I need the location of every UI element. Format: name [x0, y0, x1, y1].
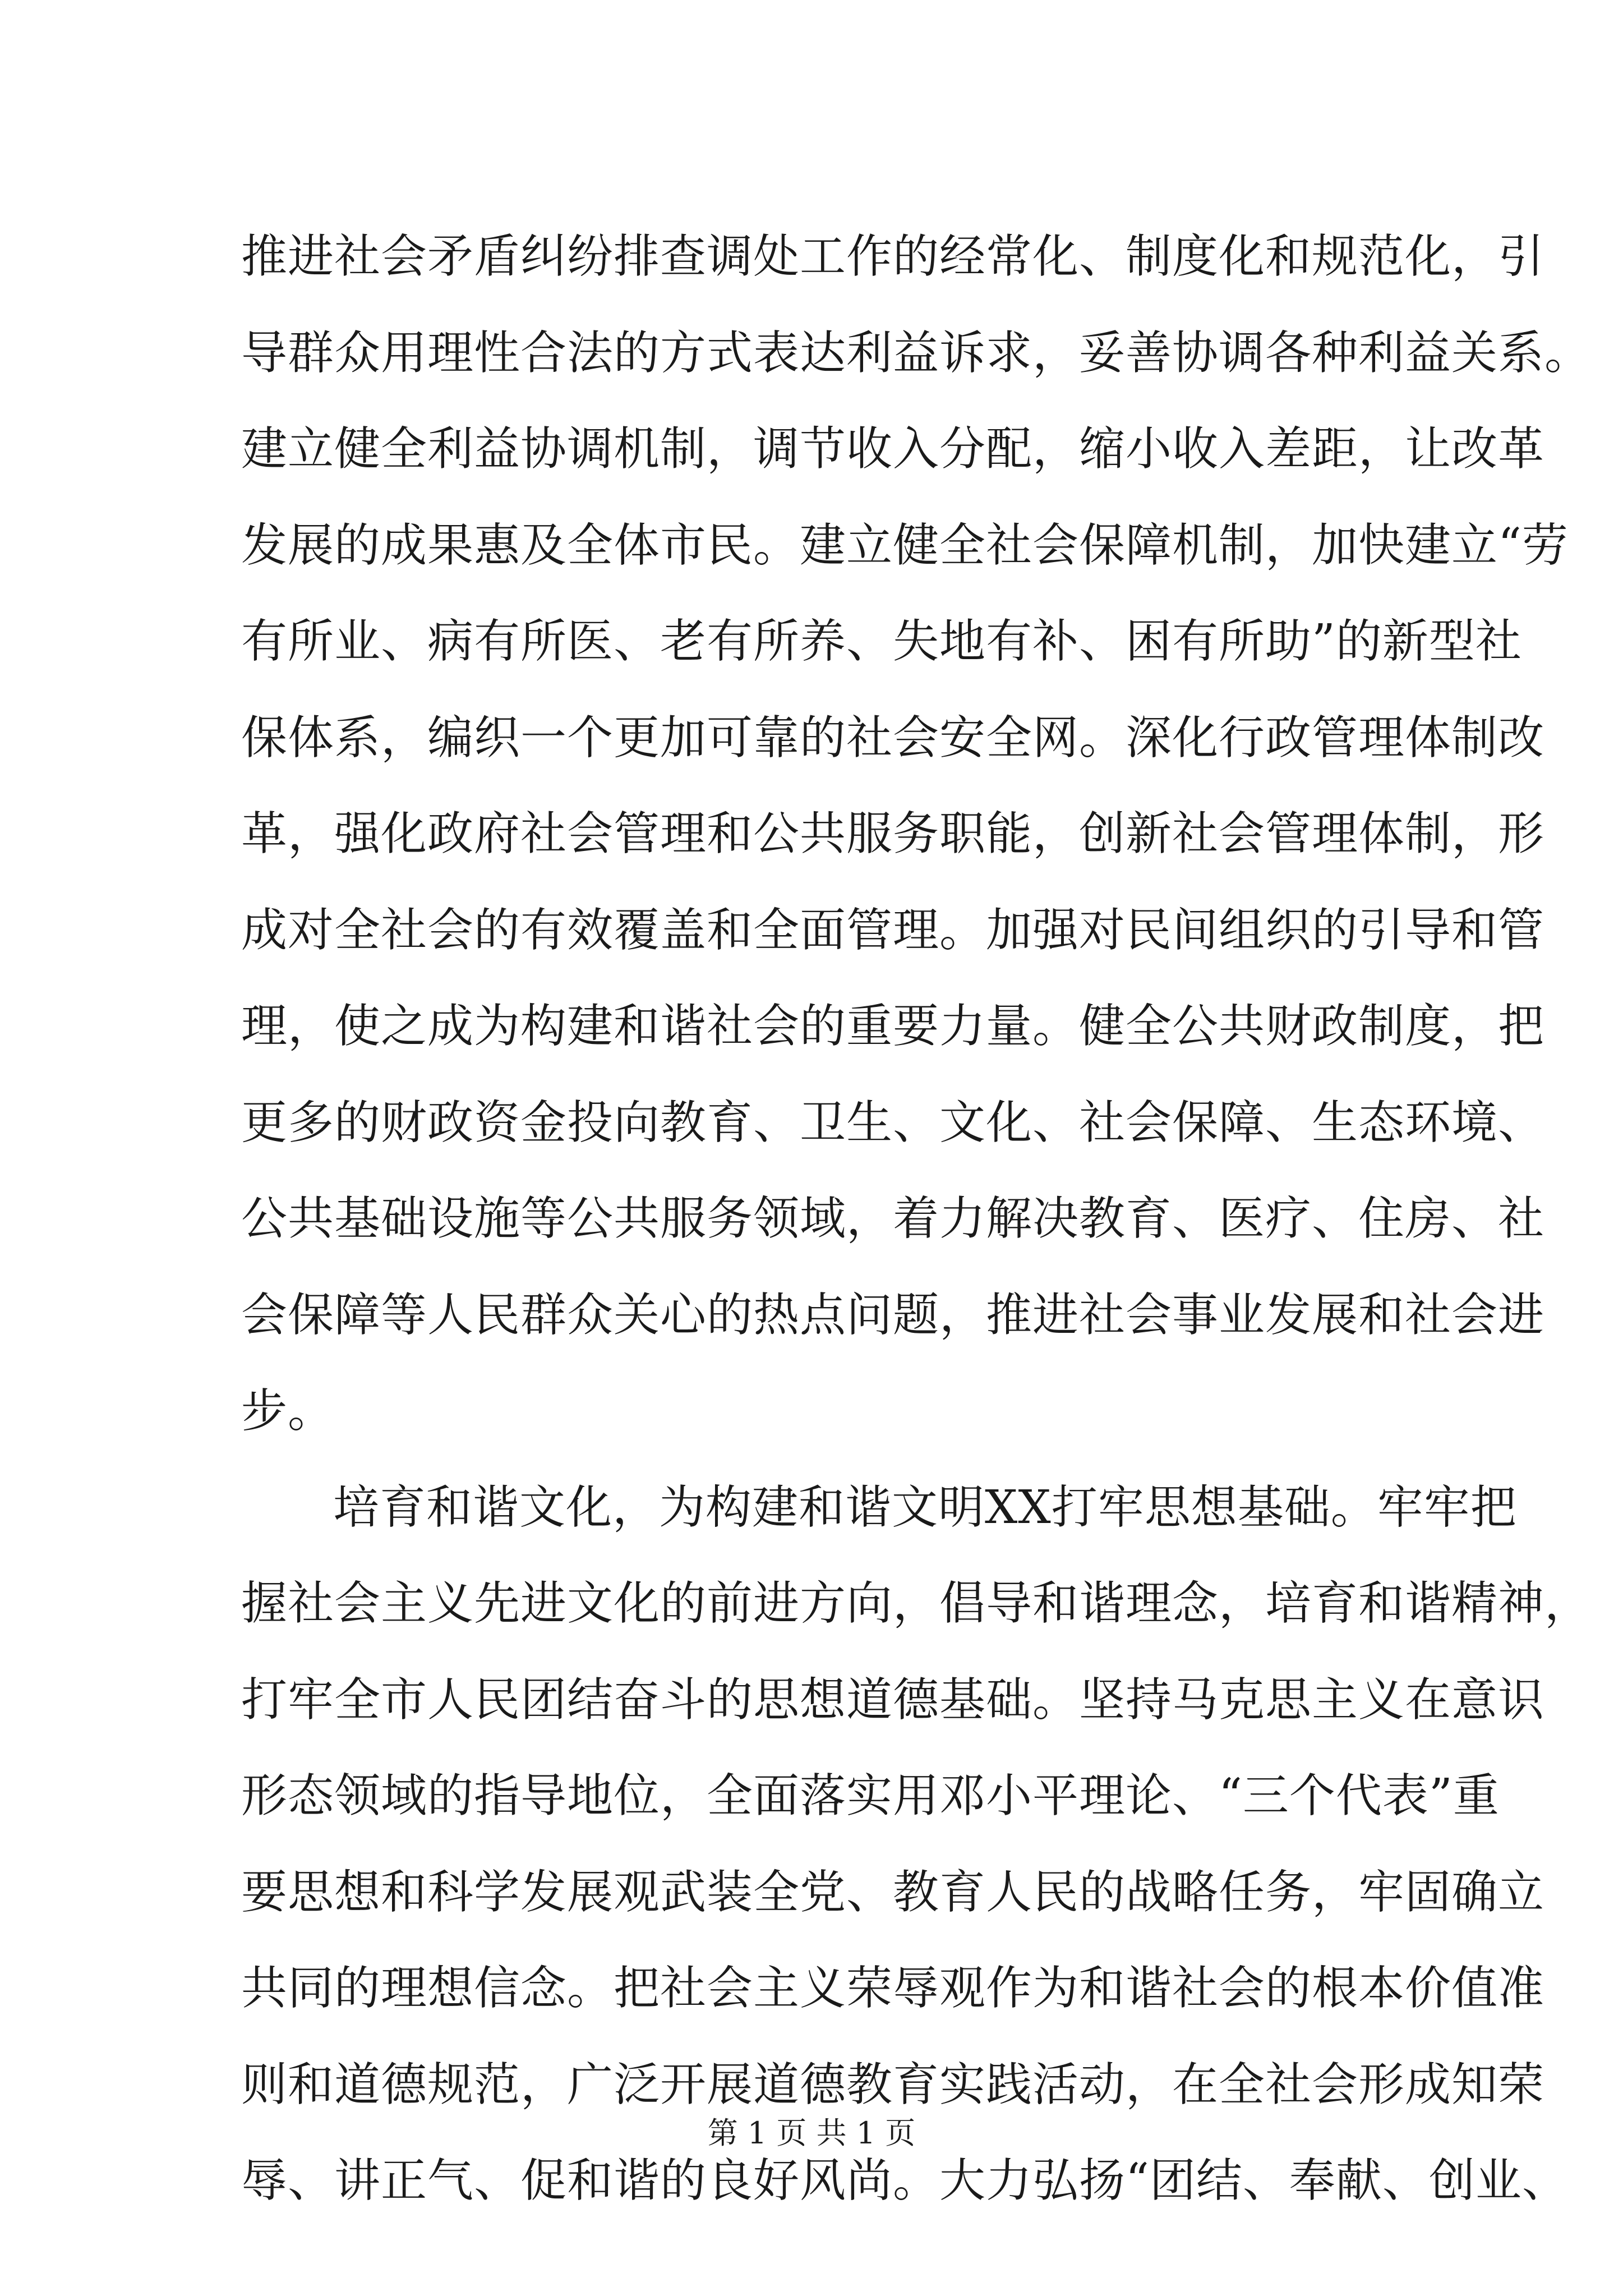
text-line: 理，使之成为构建和谐社会的重要力量。健全公共财政制度，把	[241, 1000, 1545, 1053]
text-line: 共同的理想信念。把社会主义荣辱观作为和谐社会的根本价值准	[241, 1962, 1545, 2015]
document-body	[241, 209, 1592, 2229]
text-line: 导群众用理性合法的方式表达利益诉求，妥善协调各种利益关系。	[241, 326, 1592, 380]
text-line: 推进社会矛盾纠纷排查调处工作的经常化、制度化和规范化，引	[241, 230, 1545, 283]
text-line: 则和道德规范，广泛开展道德教育实践活动，在全社会形成知荣	[241, 2058, 1545, 2111]
text-line: 革，强化政府社会管理和公共服务职能，创新社会管理体制，形	[241, 807, 1545, 861]
text-line: 有所业、病有所医、老有所养、失地有补、困有所助”的新型社	[241, 615, 1522, 668]
paragraph-start-line: 培育和谐文化，为构建和谐文明XX打牢思想基础。牢牢把	[333, 1480, 1517, 1534]
text-line: 握社会主义先进文化的前进方向，倡导和谐理念，培育和谐精神，	[241, 1577, 1592, 1630]
text-line: 要思想和科学发展观武装全党、教育人民的战略任务，牢固确立	[241, 1865, 1545, 1919]
text-line: 发展的成果惠及全体市民。建立健全社会保障机制，加快建立“劳	[241, 518, 1569, 572]
page-footer: 第 1 页 共 1 页	[707, 2115, 916, 2151]
text-line: 会保障等人民群众关心的热点问题，推进社会事业发展和社会进	[241, 1288, 1545, 1342]
text-line: 保体系，编织一个更加可靠的社会安全网。深化行政管理体制改	[241, 711, 1545, 765]
text-line: 形态领域的指导地位，全面落实用邓小平理论、“三个代表”重	[241, 1769, 1500, 1823]
text-line: 更多的财政资金投向教育、卫生、文化、社会保障、生态环境、	[241, 1096, 1545, 1149]
text-line: 公共基础设施等公共服务领域，着力解决教育、医疗、住房、社	[241, 1192, 1545, 1245]
text-line: 建立健全利益协调机制，调节收入分配，缩小收入差距，让改革	[241, 422, 1545, 476]
text-line: 打牢全市人民团结奋斗的思想道德基础。坚持马克思主义在意识	[241, 1673, 1545, 1727]
text-line: 步。	[241, 1384, 335, 1438]
text-line: 成对全社会的有效覆盖和全面管理。加强对民间组织的引导和管	[241, 903, 1545, 957]
text-line: 辱、讲正气、促和谐的良好风尚。大力弘扬“团结、奉献、创业、	[241, 2154, 1569, 2207]
